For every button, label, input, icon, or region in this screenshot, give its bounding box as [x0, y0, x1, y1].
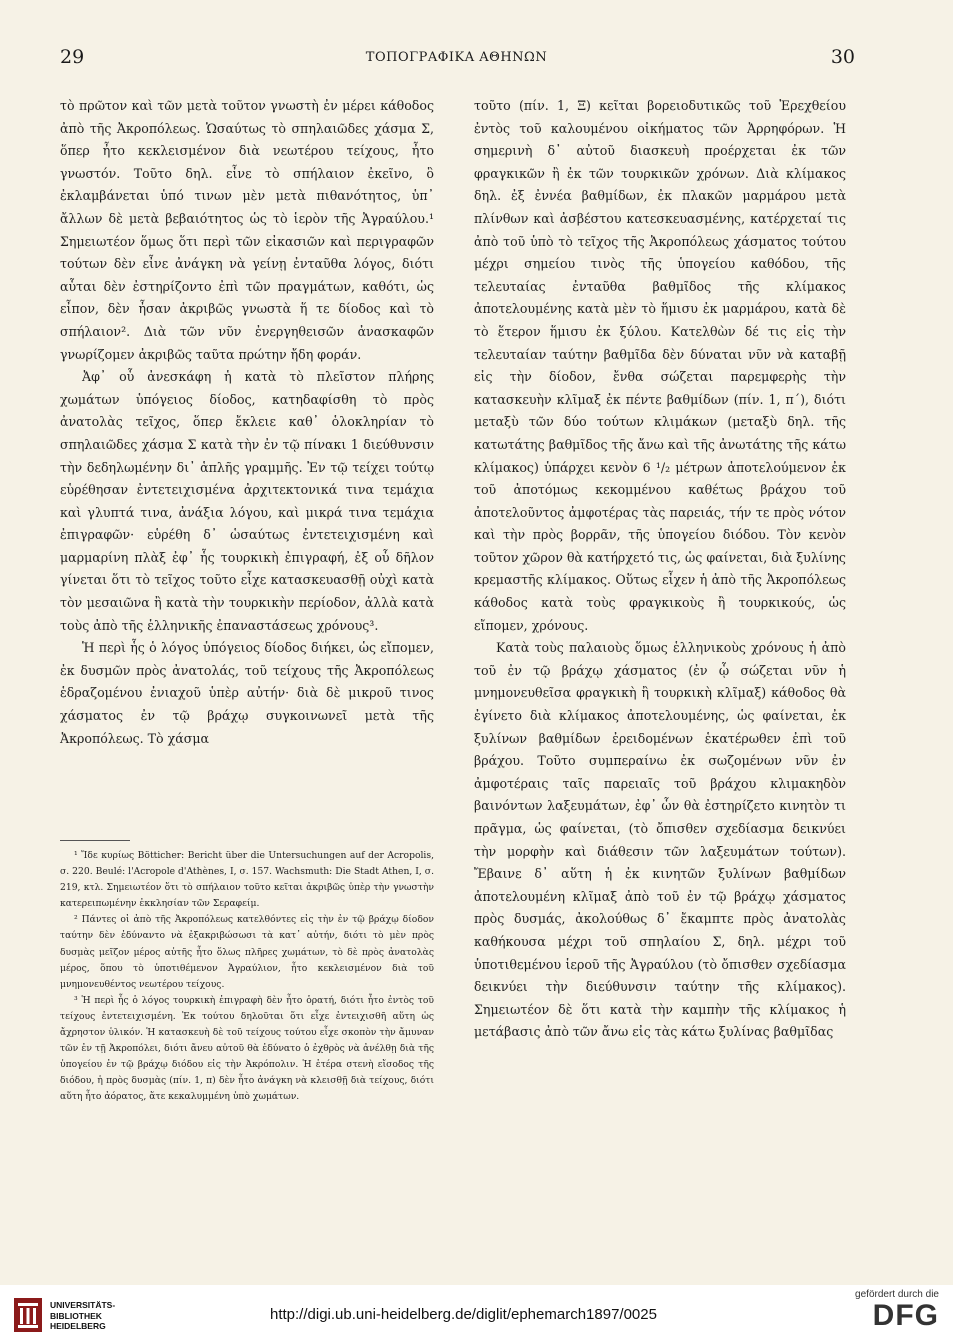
paragraph: Ἡ περὶ ἧς ὁ λόγος ὑπόγειος δίοδος διήκει, ὡς εἴπομεν, ἐκ δυσμῶν πρὸς ἀνατολάς, τοῦ τείχους τῆς Ἀκροπόλεως ἑδραζομένου ἐνιαχοῦ ὑπὲρ αὐτήν· διὰ δὲ μικροῦ τινος χάσματος ἐν τῷ βράχῳ συγκοινωνεῖ μετὰ τῆς Ἀκροπόλεως. Τὸ χάσμα	[60, 640, 434, 746]
library-emblem-icon	[14, 1298, 42, 1332]
paragraph: Ἀφ᾽ οὗ ἀνεσκάφη ἡ κατὰ τὸ πλεῖστον πλήρης χωμάτων ὑπόγειος δίοδος, κατηδαφίσθη τὸ πρὸς ἀνατολὰς τεῖχος, ὅπερ ἔκλειε καθ᾽ ὁλοκληρίαν τὸ σπηλαιῶδες χάσμα Σ κατὰ τὴν ἐν τῷ πίνακι 1 διεύθυνσιν τὴν δεδηλωμένην δι᾽ ἁπλῆς γραμμῆς. Ἐν τῷ τείχει τούτῳ εὑρέθησαν ἐντετειχισμένα ἀρχιτεκτονικά τινα τεμάχια καὶ γλυπτά τινα, ἀνάξια λόγου, καὶ μικρά τινα τεμάχια ἐπιγραφῶν· εὑρέθη δ᾽ ὡσαύτως ἐντετειχισμένη καὶ μαρμαρίνη πλὰξ ἐφ᾽ ἧς τουρκικὴ ἐπιγραφή, ἐξ οὗ δῆλον γίνεται ὅτι τὸ τεῖχος τοῦτο εἶχε κατασκευασθῇ οὐχὶ κατὰ τὸν μεσαιῶνα ἢ κατὰ τὴν τουρκικὴν περίοδον, ἀλλὰ κατὰ τοὺς ἀπὸ τῆς ἑλληνικῆς ἐπαναστάσεως χρόνους³.	[60, 369, 434, 633]
paragraph: τὸ πρῶτον καὶ τῶν μετὰ τοῦτον γνωστὴ ἐν μέρει κάθοδος ἀπὸ τῆς Ἀκροπόλεως. Ὡσαύτως τὸ σπηλαιῶδες χάσμα Σ, ὅπερ ἦτο κεκλεισμένον διὰ νεωτέρου τείχους, ἦτο γνωστόν. Τοῦτο δηλ. εἶνε τὸ σπήλαιον ἐκεῖνο, ὃ ἐκλαμβάνεται ὑπό τινων μὲν μετὰ πιθανότητος, ὑπ᾽ ἄλλων δὲ μετὰ βεβαιότητος ὡς τὸ ἱερὸν τῆς Ἀγραύλου.¹ Σημειωτέον ὅμως ὅτι περὶ τῶν εἰκασιῶν καὶ περιγραφῶν τούτων δὲν εἶνε ἀνάγκη νὰ γείνῃ ἐνταῦθα λόγος, διότι αὗται δὲν ἐστηρίζοντο ἐπὶ τῶν πραγμάτων, καθότι, ὡς εἶπον, δὲν ἦσαν ἀκριβῶς γνωστὰ ἥ τε δίοδος καὶ τὸ σπήλαιον². Διὰ τῶν νῦν ἐνεργηθεισῶν ἀνασκαφῶν γνωρίζομεν ἀκριβῶς ταῦτα πρώτην ἤδη φοράν.	[60, 98, 434, 362]
page-number-left: 29	[60, 46, 85, 68]
university-library-logo[interactable]	[14, 1298, 144, 1334]
footnote-1: ¹ Ἴδε κυρίως Bötticher: Bericht über die Untersuchungen auf der Acropolis, σ. 220. Beulé: l'Acropole d'Athènes, I, σ. 157. Wachsmuth: Die Stadt Athen, I, σ. 219, κτλ. Σημειωτέον ὅτι τὸ σπήλαιον τοῦτο κεῖται ἀκριβῶς ὑπὲρ τὴν γνωστὴν κατερειπωμένην ἐκκλησίαν τῶν Σεραφείμ.	[60, 850, 434, 910]
paragraph: Κατὰ τοὺς παλαιοὺς ὅμως ἑλληνικοὺς χρόνους ἡ ἀπὸ τοῦ ἐν τῷ βράχῳ χάσματος (ἐν ᾧ σώζεται νῦν ἡ μνημονευθεῖσα φραγκικὴ ἢ τουρκικὴ κλῖμαξ) κάθοδος θὰ ἐγίνετο διὰ κλίμακος ἀποτελουμένης, ὡς φαίνεται, ἐκ ξυλίνων βαθμίδων ἐρειδομένων ἑκατέρωθεν ἐπὶ τοῦ βράχου. Τοῦτο συμπεραίνω ἐκ σωζομένων νῦν ἐν ἀμφοτέραις ταῖς παρειαῖς τοῦ βράχου κλιμακηδὸν βαινόντων λαξευμάτων, ἐφ᾽ ὧν θὰ ἐστηρίζετο κινητὸν τι πρᾶγμα, ὡς φαίνεται, (τὸ ὄπισθεν σχεδίασμα δεικνύει τὴν μορφὴν καὶ διάθεσιν τῶν λαξευμάτων τούτων). Ἔβαινε δ᾽ αὕτη ἡ ἐκ κινητῶν ξυλίνων βαθμίδων ἀποτελουμένη κλῖμαξ ἀπὸ τοῦ ἐν τῷ βράχῳ χάσματος πρὸς δυσμάς, ἀκολούθως δ᾽ ἔκαμπτε πρὸς ἀνατολὰς καθήκουσα μέχρι τοῦ σπηλαίου Σ, δηλ. μέχρι τοῦ ὑποτιθεμένου ἱεροῦ τῆς Ἀγραύλου (τὸ ὄπισθεν σχεδίασμα δεικνύει τὴν διεύθυνσιν ταύτην τῆς κλίμακος). Σημειωτέον δὲ ὅτι κατὰ τὴν καμπὴν τῆς κλίμακος ἡ μετάβασις ἀπὸ τῶν ἄνω εἰς τὰς κάτω ξυλίνας βαθμῖδας	[474, 640, 846, 1040]
left-column	[60, 95, 434, 750]
footnote-rule	[60, 840, 130, 841]
dfg-logo[interactable]	[809, 1289, 939, 1337]
library-name: UNIVERSITÄTS- BIBLIOTHEK HEIDELBERG	[50, 1300, 116, 1331]
paragraph: τοῦτο (πίν. 1, Ξ) κεῖται βορειοδυτικῶς τοῦ Ἐρεχθείου ἐντὸς τοῦ καλουμένου οἰκήματος τῶν Ἀρρηφόρων. Ἡ σημερινὴ δ᾽ αὐτοῦ διασκευὴ προέρχεται ἐκ τῶν φραγκικῶν ἢ ἐκ τῶν τουρκικῶν χρόνων. Διὰ κλίμακος δηλ. ἐξ ἐννέα βαθμίδων, ἐκ πλακῶν μαρμάρου μετὰ πλίνθων καὶ ἀσβέστου κατεσκευασμένης, κατέρχεταί τις ἀπὸ τοῦ ὑπὸ τὸ τεῖχος τῆς Ἀκροπόλεως χάσματος τούτου μέχρι σημείου τινὸς τῆς ὑπογείου καθόδου, τῆς τελευταίας ἐνταῦθα βαθμῖδος τῆς κλίμακος ἀποτελουμένης κατὰ μὲν τὸ ἥμισυ ἐκ μαρμάρου, κατὰ δὲ τὸ ἕτερον ἥμισυ ἐκ ξύλου. Κατελθὼν δέ τις εἰς τὴν τελευταίαν ταύτην βαθμῖδα δὲν δύναται νῦν νὰ καταβῇ εἰς τὴν δίοδον, ἔνθα σώζεται παρεμφερὴς τὴν κατασκευὴν κλῖμαξ ἐκ πέντε βαθμίδων (πίν. 1, π΄), διότι μεταξὺ τῶν δύο τούτων κλιμάκων (μεταξὺ δηλ. τῆς κατωτάτης βαθμῖδος τῆς ἄνω καὶ τῆς ἀνωτάτης τῆς κάτω κλίμακος) ὑπάρχει κενὸν 6 ¹/₂ μέτρων ἀποτελούμενον ἐκ τοῦ ἀποτόμως κεκομμένου καθέτως βράχου τοῦ ἀποτελοῦντος ἀμφοτέρας τὰς παρειάς, τήν τε πρὸς νότον καὶ τὴν πρὸς βορρᾶν, τῆς ὑπογείου διόδου. Τὸν κενὸν τοῦτον χῶρον θὰ κατήρχετό τις, ὡς φαίνεται, διὰ ξυλίνης κρεμαστῆς κλίμακος. Οὕτως εἶχεν ἡ ἀπὸ τῆς Ἀκροπόλεως κάθοδος κατὰ τοὺς φραγκικοὺς ἢ τουρκικούς, ὡς εἴπομεν, χρόνους.	[474, 98, 846, 633]
footnote-3: ³ Ἡ περὶ ἧς ὁ λόγος τουρκικὴ ἐπιγραφὴ δὲν ἦτο ὁρατή, διότι ἦτο ἐντὸς τοῦ τείχους ἐντετειχισμένη. Ἐκ τούτου δηλοῦται ὅτι εἶχε ἐντειχισθῆ αὕτη ὡς ἄχρηστον ὑλικόν. Ἡ κατασκευὴ δὲ τοῦ τείχους τούτου εἶχε σκοπὸν τὴν ἄμυναν τῶν ἐν τῇ Ἀκροπόλει, διότι ἄνευ αὐτοῦ θὰ ἐδύνατο ὁ ἐχθρὸς νὰ ἀνέλθῃ διὰ τῆς ὑπογείου ἐν τῷ βράχῳ διόδου εἰς τὴν Ἀκρόπολιν. Ἡ ἑτέρα στενὴ εἴσοδος τῆς διόδου, ἡ πρὸς δυσμὰς (πίν. 1, π) δὲν ἦτο ἀνάγκη νὰ κλεισθῇ διὰ τείχους, διότι αὕτη ἦτο ἀόρατος, ἅτε κεκαλυμμένη ὑπὸ χωμάτων.	[60, 994, 434, 1103]
footnote-2: ² Πάντες οἱ ἀπὸ τῆς Ἀκροπόλεως κατελθόντες εἰς τὴν ἐν τῷ βράχῳ δίοδον ταύτην δὲν ἐδύναντο νὰ ἐξακριβώσωσι τὰ κατ᾽ αὐτήν, διότι τὸ μὲν πρὸς δυσμὰς μεῖζον μέρος αὐτῆς ἦτο ὅλως πλῆρες χωμάτων, τὸ δὲ πρὸς ἀνατολὰς μέρος, ὅπου τὸ ὑποτιθέμενον Ἀγραύλιον, ἦτο κεκλεισμένον διὰ τοῦ μνημονευθέντος νεωτέρου τείχους.	[60, 914, 434, 990]
running-title: ΤΟΠΟΓΡΑΦΙΚΑ ΑΘΗΝΩΝ	[365, 50, 548, 65]
right-column	[474, 95, 846, 1044]
page-number-right: 30	[830, 46, 855, 68]
dfg-funding-note: gefördert durch die	[855, 1289, 939, 1300]
page-header	[60, 46, 853, 76]
source-url-link[interactable]: http://digi.ub.uni-heidelberg.de/diglit/ephemarch1897/0025	[270, 1306, 657, 1323]
footnotes	[60, 848, 434, 1106]
dfg-wordmark: DFG	[872, 1299, 939, 1332]
